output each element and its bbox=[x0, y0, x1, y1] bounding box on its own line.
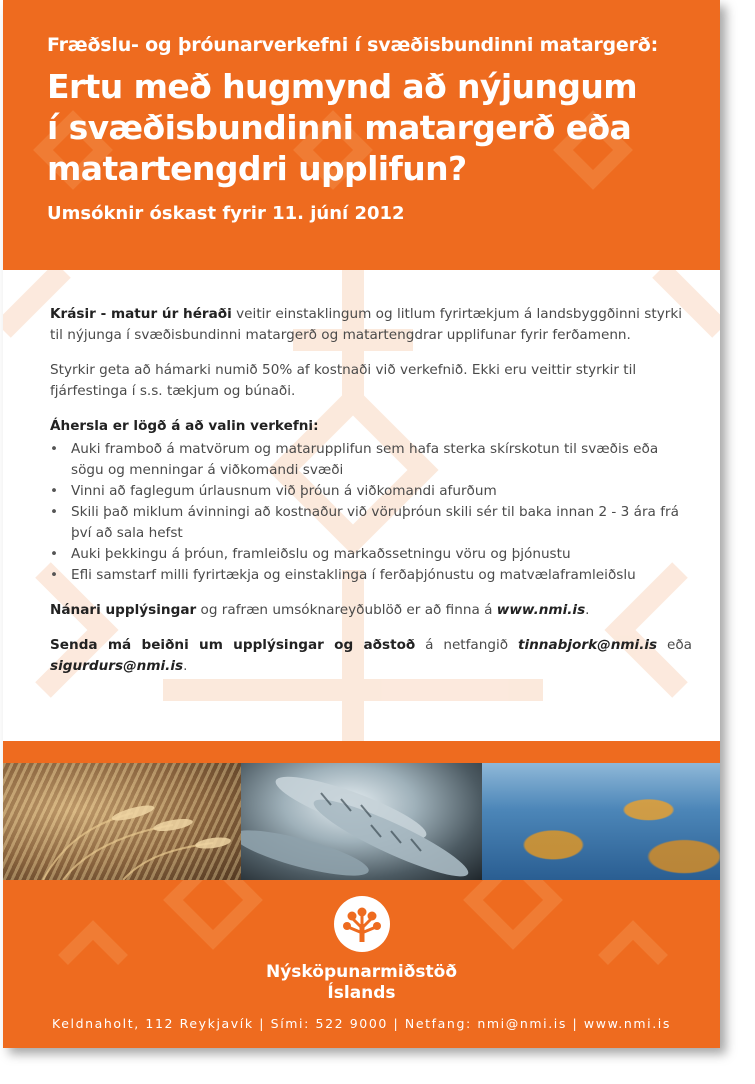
poster-title bbox=[47, 66, 697, 189]
list-item: • Vinni að faglegum úrlausnum við þróun á viðkomandi afurðum bbox=[50, 481, 692, 502]
poster bbox=[3, 0, 720, 1048]
list-item: • Efli samstarf milli fyrirtækja og einstaklinga í ferðaþjónustu og matvælaframleiðslu bbox=[50, 565, 692, 586]
criteria-heading: Áhersla er lögð á að valin verkefni: bbox=[50, 418, 319, 434]
title-line: í svæðisbundinni matargerð eða bbox=[47, 108, 632, 147]
program-name: Krásir - matur úr héraði bbox=[50, 306, 232, 322]
contact-label: Senda má beiðni um upplýsingar og aðstoð bbox=[50, 637, 416, 653]
list-item: • Auki framboð á matvörum og matarupplifun sem hafa sterka skírskotun til svæðis eða sögu og menningar á viðkomandi svæði bbox=[50, 439, 692, 481]
more-info-label: Nánari upplýsingar bbox=[50, 602, 197, 618]
header bbox=[47, 34, 697, 224]
email-link-tinnabjork[interactable]: tinnabjork@nmi.is bbox=[517, 637, 658, 653]
seaweed-photo bbox=[482, 763, 720, 880]
punctuation: . bbox=[183, 658, 188, 674]
tree-logo-icon bbox=[334, 896, 390, 952]
punctuation: . bbox=[585, 602, 590, 618]
more-info-text: og rafræn umsóknareyðublöð er að finna á bbox=[196, 602, 497, 618]
fish-photo bbox=[241, 763, 482, 880]
grant-paragraph: Styrkir geta að hámarki numið 50% af kostnaði við verkefnið. Ekki eru veittir styrkir til fjárfestinga í s.s. tækjum og búnaði. bbox=[50, 362, 637, 399]
footer-contact-info: Keldnaholt, 112 Reykjavík | Sími: 522 9000 | Netfang: nmi@nmi.is | www.nmi.is bbox=[52, 1016, 671, 1031]
photo-strip bbox=[3, 763, 720, 880]
list-item: • Auki þekkingu á þróun, framleiðslu og markaðssetningu vöru og þjónustu bbox=[50, 544, 692, 565]
content-panel bbox=[3, 270, 720, 741]
content-text bbox=[3, 270, 720, 677]
wheat-photo bbox=[3, 763, 241, 880]
application-deadline: Umsóknir óskast fyrir 11. júní 2012 bbox=[47, 203, 405, 224]
intro-text: veitir einstaklingum og litlum fyrirtækjum á landsbyggðinni styrki til nýjunga í svæðisbundinni matargerð og matartengdrar upplifunar fyrir ferðamenn. bbox=[50, 306, 682, 343]
title-line: matartengdri upplifun? bbox=[47, 149, 467, 188]
list-item: • Skili það miklum ávinningi að kostnaður við vöruþróun skili sér til baka innan 2 - 3 ára frá því að sala hefst bbox=[50, 502, 692, 544]
contact-or: eða bbox=[657, 637, 692, 653]
org-name-line2: Íslands bbox=[327, 983, 396, 1003]
contact-text: á netfangið bbox=[415, 637, 518, 653]
more-info-paragraph bbox=[50, 600, 692, 621]
title-line: Ertu með hugmynd að nýjungum bbox=[47, 67, 638, 106]
email-link-sigurdurs[interactable]: sigurdurs@nmi.is bbox=[50, 658, 184, 674]
criteria-list bbox=[50, 439, 692, 586]
contact-paragraph bbox=[50, 635, 692, 677]
org-name-line1: Nýsköpunarmiðstöð bbox=[265, 962, 457, 982]
poster-subtitle: Fræðslu- og þróunarverkefni í svæðisbundinni matargerð: bbox=[47, 34, 659, 56]
intro-paragraph bbox=[50, 304, 692, 346]
website-link[interactable]: www.nmi.is bbox=[496, 602, 586, 618]
